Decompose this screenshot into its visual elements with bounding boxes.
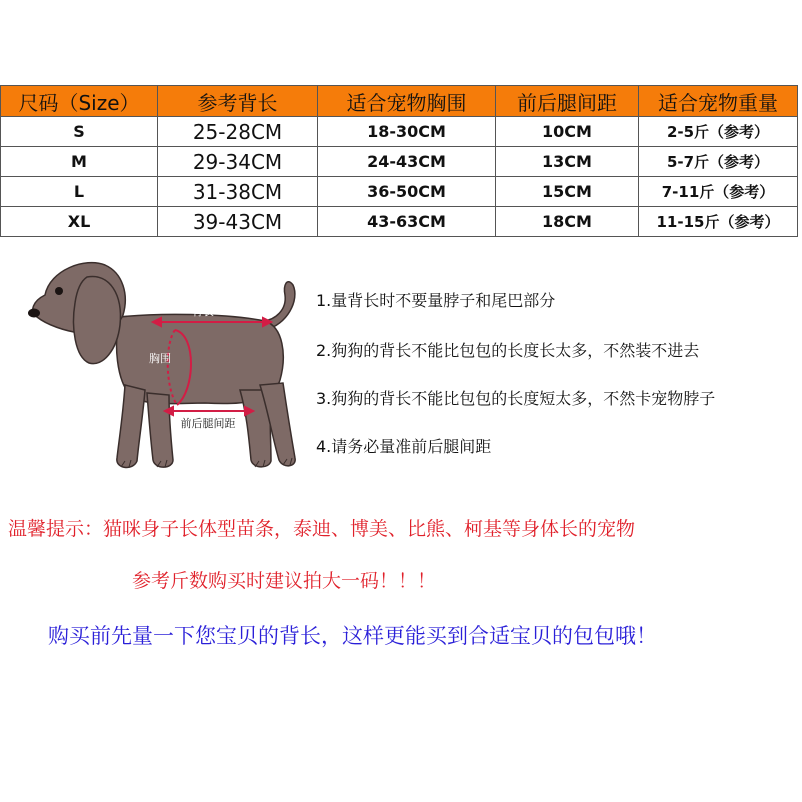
table-row: [1, 177, 798, 207]
cell-chest: 18-30CM: [318, 117, 496, 147]
tip-line-1: 温馨提示：猫咪身子长体型苗条，泰迪、博美、比熊、柯基等身体长的宠物: [8, 518, 636, 540]
cell-size: S: [1, 117, 158, 147]
header-back-length: 参考背长: [158, 86, 318, 117]
cell-weight: 11-15斤（参考）: [639, 207, 798, 237]
back-length-label: 背长: [192, 305, 214, 318]
cell-chest: 36-50CM: [318, 177, 496, 207]
chest-label: 胸围: [149, 352, 171, 365]
cell-weight: 7-11斤（参考）: [639, 177, 798, 207]
leg-distance-label: 前后腿间距: [180, 417, 236, 430]
cell-leg-distance: 15CM: [496, 177, 639, 207]
cell-size: M: [1, 147, 158, 177]
cell-back-length: 31-38CM: [158, 177, 318, 207]
cell-leg-distance: 18CM: [496, 207, 639, 237]
cell-weight: 5-7斤（参考）: [639, 147, 798, 177]
cell-leg-distance: 13CM: [496, 147, 639, 177]
cell-weight: 2-5斤（参考）: [639, 117, 798, 147]
table-row: [1, 207, 798, 237]
dog-measurement-diagram: [25, 255, 305, 480]
cell-chest: 43-63CM: [318, 207, 496, 237]
table-header-row: [1, 86, 798, 117]
dog-eye: [55, 287, 63, 295]
note-1: 1.量背长时不要量脖子和尾巴部分: [316, 291, 556, 310]
header-chest: 适合宠物胸围: [318, 86, 496, 117]
header-leg-distance: 前后腿间距: [496, 86, 639, 117]
dog-nose: [28, 309, 40, 318]
cell-chest: 24-43CM: [318, 147, 496, 177]
header-weight: 适合宠物重量: [639, 86, 798, 117]
cell-back-length: 39-43CM: [158, 207, 318, 237]
tip-line-2: 参考斤数购买时建议拍大一码！！！: [132, 570, 437, 592]
cell-leg-distance: 10CM: [496, 117, 639, 147]
cell-back-length: 25-28CM: [158, 117, 318, 147]
leg-distance-measure: [165, 407, 253, 415]
note-3: 3.狗狗的背长不能比包包的长度短太多，不然卡宠物脖子: [316, 389, 716, 408]
note-4: 4.请务必量准前后腿间距: [316, 437, 492, 456]
cell-size: XL: [1, 207, 158, 237]
final-note: 购买前先量一下您宝贝的背长，这样更能买到合适宝贝的包包哦！: [48, 624, 657, 648]
table-row: [1, 117, 798, 147]
cell-back-length: 29-34CM: [158, 147, 318, 177]
table-row: [1, 147, 798, 177]
size-chart-table: [0, 85, 798, 237]
header-size: 尺码（Size）: [1, 86, 158, 117]
dog-silhouette: [33, 263, 295, 468]
note-2: 2.狗狗的背长不能比包包的长度长太多，不然装不进去: [316, 341, 700, 360]
cell-size: L: [1, 177, 158, 207]
